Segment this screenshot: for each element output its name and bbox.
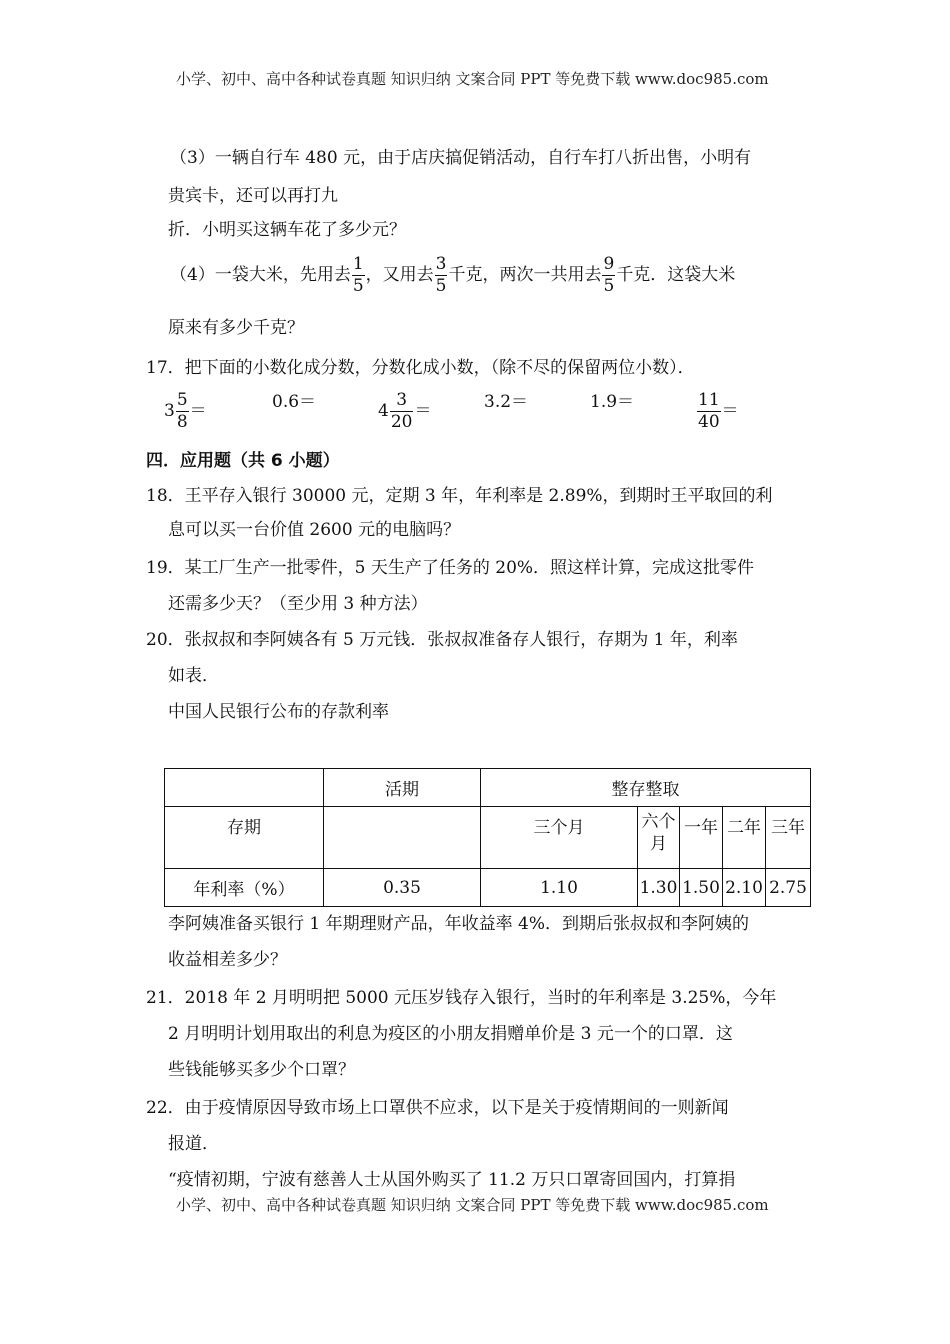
term-1-year: 一年 bbox=[680, 807, 723, 869]
interest-rate-table bbox=[164, 768, 811, 907]
q17-item-3: 4 $\frac{3}{20}$ ＝ bbox=[378, 390, 432, 432]
q3-line3: 折．小明买这辆车花了多少元？ bbox=[168, 220, 406, 240]
q17-fraction-6: $\frac{11}{40}$ bbox=[698, 390, 720, 432]
q4-fraction-3: $\frac{9}{5}$ bbox=[603, 254, 615, 296]
q3-line2: 贵宾卡，还可以再打九 bbox=[168, 186, 338, 206]
q4-text-part2: ，又用去 bbox=[365, 265, 434, 285]
q4-text-part3: 千克，两次一共用去 bbox=[448, 265, 602, 285]
table-header-row bbox=[165, 769, 811, 807]
q17-fraction-3: $\frac{3}{20}$ bbox=[390, 390, 413, 432]
page-footer: 小学、初中、高中各种试卷真题 知识归纳 文案合同 PPT 等免费下载 www.doc985.com bbox=[176, 1196, 769, 1214]
q22-line3: “疫情初期，宁波有慈善人士从国外购买了 11.2 万只口罩寄回国内，打算捐 bbox=[168, 1170, 736, 1190]
header-fixed: 整存整取 bbox=[481, 769, 811, 807]
q17-fraction-1: $\frac{5}{8}$ bbox=[176, 390, 188, 432]
q21-line1: 21．2018 年 2 月明明把 5000 元压岁钱存入银行，当时的年利率是 3.25%，今年 bbox=[146, 988, 777, 1008]
term-3-months: 三个月 bbox=[481, 807, 638, 869]
q19-line1: 19．某工厂生产一批零件，5 天生产了任务的 20%．照这样计算，完成这批零件 bbox=[146, 558, 755, 578]
header-current: 活期 bbox=[324, 769, 481, 807]
rate-2-years: 2.10 bbox=[723, 869, 766, 907]
q3-line1: （3）一辆自行车 480 元，由于店庆搞促销活动，自行车打八折出售，小明有 bbox=[170, 148, 752, 168]
rate-current: 0.35 bbox=[324, 869, 481, 907]
q4-line2: 原来有多少千克？ bbox=[168, 318, 304, 338]
section-title: 四．应用题（共 6 小题） bbox=[146, 451, 340, 471]
q18-line1: 18．王平存入银行 30000 元，定期 3 年，年利率是 2.89%，到期时王平取回的利 bbox=[146, 486, 773, 506]
q19-line2: 还需多少天？（至少用 3 种方法） bbox=[168, 594, 428, 614]
q22-line2: 报道． bbox=[168, 1134, 219, 1154]
q4-text-part1: （4）一袋大米，先用去 bbox=[170, 265, 351, 285]
q4-line1 bbox=[170, 256, 735, 295]
q20-line1: 20．张叔叔和李阿姨各有 5 万元钱．张叔叔准备存人银行，存期为 1 年，利率 bbox=[146, 630, 738, 650]
q17-item-1: 3 $\frac{5}{8}$ ＝ bbox=[164, 390, 207, 432]
table-rate-row bbox=[165, 869, 811, 907]
page-header: 小学、初中、高中各种试卷真题 知识归纳 文案合同 PPT 等免费下载 www.doc985.com bbox=[176, 70, 769, 88]
term-current-empty bbox=[324, 807, 481, 869]
rate-3-years: 2.75 bbox=[766, 869, 811, 907]
q21-line2: 2 月明明计划用取出的利息为疫区的小朋友捐赠单价是 3 元一个的口罩．这 bbox=[168, 1024, 733, 1044]
q20-after1: 李阿姨准备买银行 1 年期理财产品，年收益率 4%．到期后张叔叔和李阿姨的 bbox=[168, 914, 749, 934]
rate-label: 年利率（%） bbox=[165, 869, 324, 907]
q17-item-5: 1.9＝ bbox=[590, 392, 635, 412]
term-2-years: 二年 bbox=[723, 807, 766, 869]
q21-line3: 些钱能够买多少个口罩？ bbox=[168, 1060, 355, 1080]
q4-fraction-1: $\frac{1}{5}$ bbox=[352, 254, 364, 296]
q17-item-4: 3.2＝ bbox=[484, 392, 529, 412]
q17-item-2: 0.6＝ bbox=[272, 392, 317, 412]
q22-line1: 22．由于疫情原因导致市场上口罩供不应求，以下是关于疫情期间的一则新闻 bbox=[146, 1098, 729, 1118]
term-3-years: 三年 bbox=[766, 807, 811, 869]
term-6-months: 六个月 bbox=[638, 807, 680, 869]
q20-after2: 收益相差多少？ bbox=[168, 950, 287, 970]
rate-3-months: 1.10 bbox=[481, 869, 638, 907]
term-label: 存期 bbox=[165, 807, 324, 869]
table-corner-cell bbox=[165, 769, 324, 807]
q4-fraction-2: $\frac{3}{5}$ bbox=[435, 254, 447, 296]
table-caption: 中国人民银行公布的存款利率 bbox=[168, 702, 389, 722]
q20-line2: 如表． bbox=[168, 666, 219, 686]
q4-text-part4: 千克．这袋大米 bbox=[616, 265, 736, 285]
q17-text: 17．把下面的小数化成分数，分数化成小数，（除不尽的保留两位小数）． bbox=[146, 358, 695, 378]
q17-item-6: $\frac{11}{40}$ ＝ bbox=[698, 390, 739, 432]
rate-6-months: 1.30 bbox=[638, 869, 680, 907]
q18-line2: 息可以买一台价值 2600 元的电脑吗？ bbox=[168, 520, 461, 540]
rate-1-year: 1.50 bbox=[680, 869, 723, 907]
table-term-row bbox=[165, 807, 811, 869]
